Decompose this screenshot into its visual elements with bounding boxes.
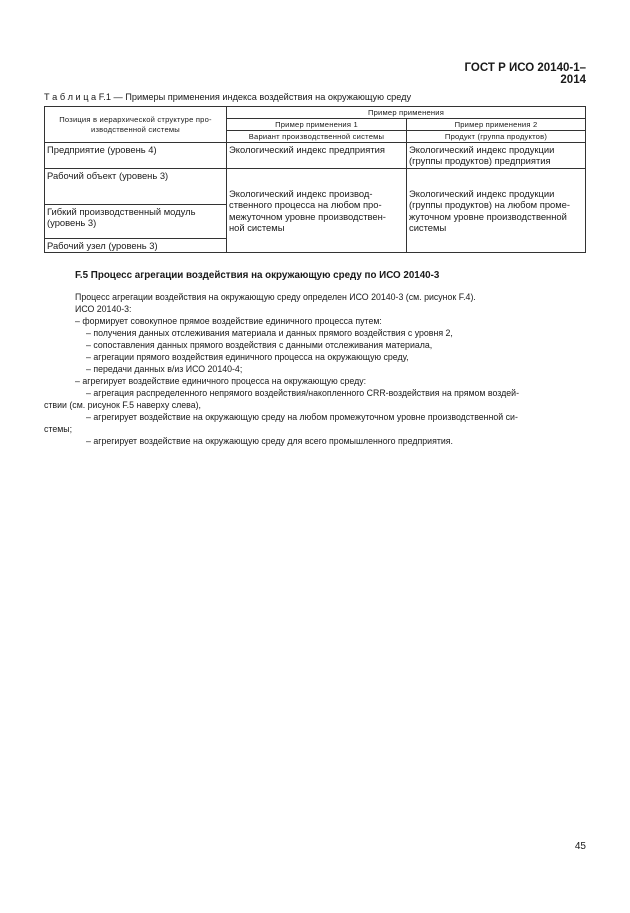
list-item: – агрегирует воздействие на окружающую среду на любом промежуточном уровне производственной си- (86, 412, 518, 422)
cell-merged-example-2: Экологический индекс продукции (группы продуктов) на любом проме- жуточном уровне производственной системы (407, 168, 586, 252)
standard-code: ГОСТ Р ИСО 20140-1–2014 (464, 62, 586, 86)
header-application-example: Пример применения (227, 107, 586, 119)
list-item: – агрегация распределенного непрямого воздействия/накопленного CRR-воздействия на прямом воздей- (86, 388, 520, 398)
cell-example-1: Экологический индекс предприятия (227, 143, 407, 169)
list-item: – агрегирует воздействие единичного процесса на окружающую среду: (75, 376, 367, 386)
list-item: – передачи данных в/из ИСО 20140-4; (86, 364, 243, 374)
header-variant-1: Вариант производственной системы (227, 131, 407, 143)
header-position: Позиция в иерархической структуре про- изводственной системы (45, 107, 227, 143)
page-number: 45 (574, 841, 586, 852)
list-item: – сопоставления данных прямого воздействия с данными отслеживания материала, (86, 340, 433, 350)
list-item-continuation: стемы; (44, 424, 73, 434)
cell-position: Рабочий узел (уровень 3) (45, 238, 227, 252)
list-item-continuation: ствии (см. рисунок F.5 наверху слева), (44, 400, 201, 410)
cell-position: Гибкий производственный модуль (уровень 3) (45, 204, 227, 238)
paragraph: ИСО 20140-3: (75, 304, 132, 314)
list-item: – агрегирует воздействие на окружающую среду для всего промышленного предприятия. (86, 436, 453, 446)
cell-position: Предприятие (уровень 4) (45, 143, 227, 169)
section-heading: F.5 Процесс агрегации воздействия на окружающую среду по ИСО 20140-3 (75, 270, 440, 281)
section-body (44, 291, 585, 447)
paragraph: Процесс агрегации воздействия на окружающую среду определен ИСО 20140-3 (см. рисунок F.4). (75, 292, 476, 302)
cell-example-2: Экологический индекс продукции (группы продуктов) предприятия (407, 143, 586, 169)
header-example-2: Пример применения 2 (407, 119, 586, 131)
list-item: – агрегации прямого воздействия единичного процесса на окружающую среду, (86, 352, 409, 362)
header-example-1: Пример применения 1 (227, 119, 407, 131)
table-row (45, 168, 586, 204)
impact-index-table (44, 106, 586, 253)
list-item: – получения данных отслеживания материала и данных прямого воздействия с уровня 2, (86, 328, 453, 338)
list-item: – формирует совокупное прямое воздействие единичного процесса путем: (75, 316, 382, 326)
cell-position: Рабочий объект (уровень 3) (45, 168, 227, 204)
cell-merged-example-1: Экологический индекс производ- ственного процесса на любом про- межуточном уровне производствен- ной системы (227, 168, 407, 252)
table-caption: Т а б л и ц а F.1 — Примеры применения индекса воздействия на окружающую среду (44, 92, 412, 102)
table-row (45, 143, 586, 169)
header-variant-2: Продукт (группа продуктов) (407, 131, 586, 143)
